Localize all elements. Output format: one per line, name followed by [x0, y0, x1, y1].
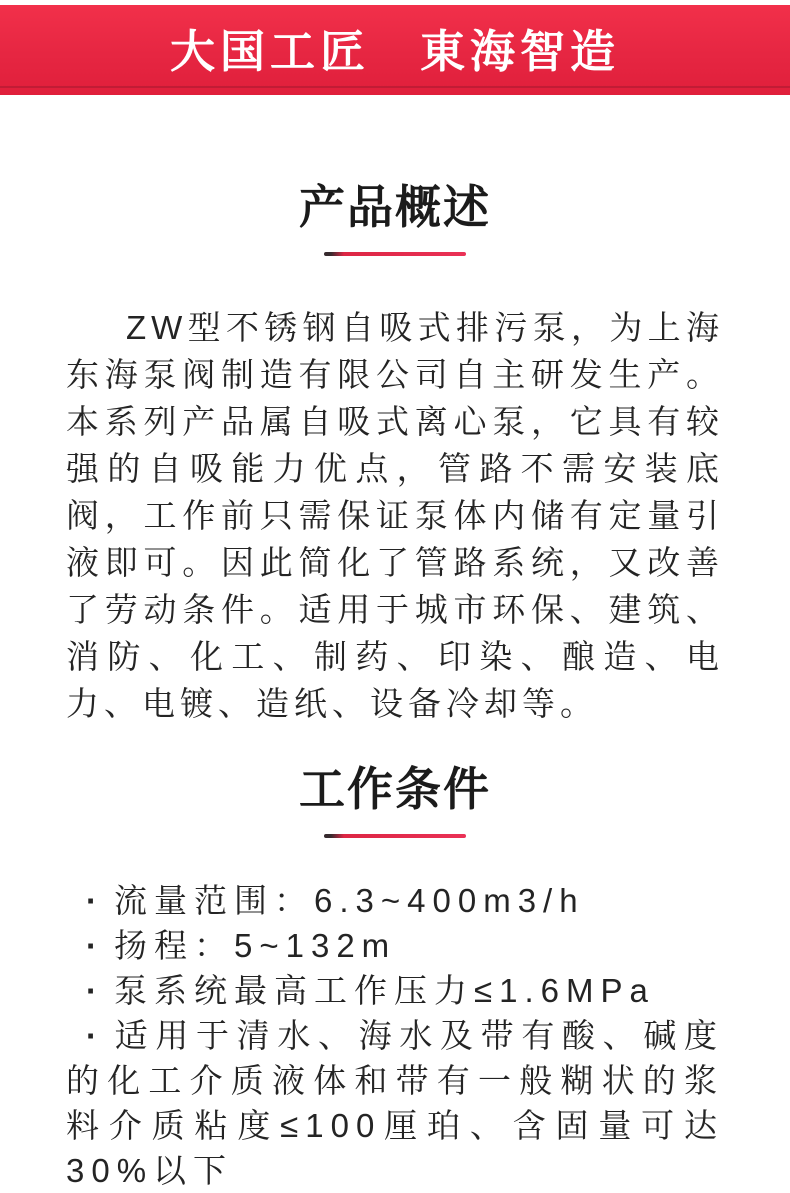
- bullet-marker: ·: [86, 882, 104, 919]
- bullet-marker: ·: [86, 1017, 104, 1054]
- overview-heading-underline: [324, 252, 466, 256]
- list-item: [66, 923, 724, 968]
- list-item: [66, 968, 724, 1013]
- page: [0, 5, 790, 1193]
- conditions-heading-underline: [324, 834, 466, 838]
- list-item-text: 流量范围：6.3~400m3/h: [114, 882, 585, 919]
- conditions-heading: 工作条件: [299, 763, 491, 815]
- list-item-text: 扬程：5~132m: [114, 927, 397, 964]
- list-item-text: 适用于清水、海水及带有酸、碱度的化工介质液体和带有一般糊状的浆料介质粘度≤100厘珀、含固量可达30%以下: [66, 1017, 724, 1189]
- list-item: [66, 1013, 724, 1193]
- overview-paragraph: ZW型不锈钢自吸式排污泵，为上海东海泵阀制造有限公司自主研发生产。本系列产品属自吸式离心泵，它具有较强的自吸能力优点，管路不需安装底阀，工作前只需保证泵体内储有定量引液即可。因此简化了管路系统，又改善了劳动条件。适用于城市环保、建筑、消防、化工、制药、印染、酿造、电力、电镀、造纸、设备冷却等。: [66, 309, 724, 722]
- overview-heading: 产品概述: [299, 181, 491, 233]
- section-conditions: [0, 753, 790, 1193]
- bullet-marker: ·: [86, 927, 104, 964]
- conditions-list: [66, 878, 724, 1193]
- top-banner: [0, 5, 790, 95]
- banner-title: 大国工匠 東海智造: [169, 25, 620, 77]
- section-overview: [0, 171, 790, 727]
- bullet-marker: ·: [86, 972, 104, 1009]
- list-item-text: 泵系统最高工作压力≤1.6MPa: [114, 972, 655, 1009]
- list-item: [66, 878, 724, 923]
